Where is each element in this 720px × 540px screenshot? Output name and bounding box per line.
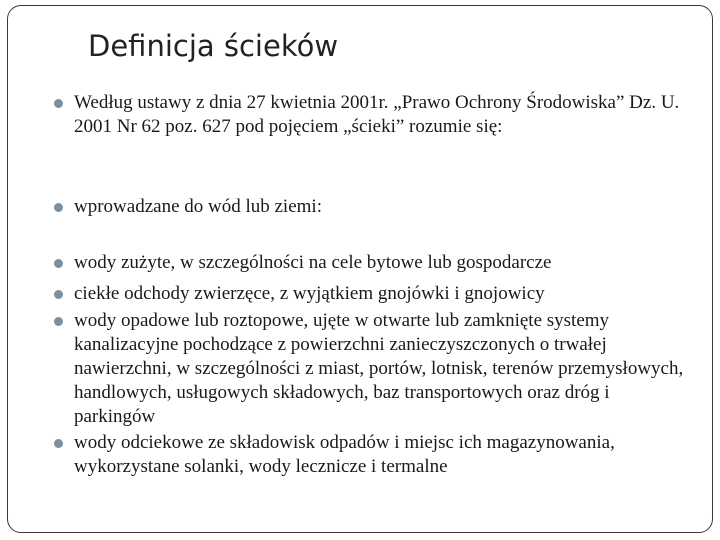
bullet-text: wody zużyte, w szczególności na cele bytowe lub gospodarcze [74,252,552,273]
bullet-dot-icon [54,99,63,108]
bullet-item-definition [74,91,690,139]
bullet-item-rainwater [74,309,690,429]
bullet-dot-icon [54,203,63,212]
bullet-item-leachate [74,431,690,479]
bullet-text: Według ustawy z dnia 27 kwietnia 2001r. „Prawo Ochrony Środowiska” Dz. U. 2001 Nr 62 poz. 627 pod pojęciem „ścieki” rozumie się: [74,92,680,137]
bullet-text: wprowadzane do wód lub ziemi: [74,196,322,217]
bullet-item-intro [74,195,690,219]
slide-title: Definicja ścieków [88,29,339,63]
slide-frame [7,5,713,533]
bullet-dot-icon [54,290,63,299]
bullet-item-used-water [74,251,690,275]
bullet-text: wody odciekowe ze składowisk odpadów i miejsc ich magazynowania, wykorzystane solanki, wody lecznicze i termalne [74,432,615,477]
bullet-dot-icon [54,439,63,448]
bullet-item-animal-waste [74,282,690,306]
bullet-text: wody opadowe lub roztopowe, ujęte w otwarte lub zamknięte systemy kanalizacyjne pochodzące z powierzchni zanieczyszczonych o trwałej nawierzchni, w szczególności z miast, portów, lotnisk, terenów przemysłowych, handlowych, usługowych składowych, baz transportowych oraz dróg i parkingów [74,310,684,427]
bullet-dot-icon [54,259,63,268]
bullet-text: ciekłe odchody zwierzęce, z wyjątkiem gnojówki i gnojowicy [74,283,545,304]
bullet-dot-icon [54,317,63,326]
